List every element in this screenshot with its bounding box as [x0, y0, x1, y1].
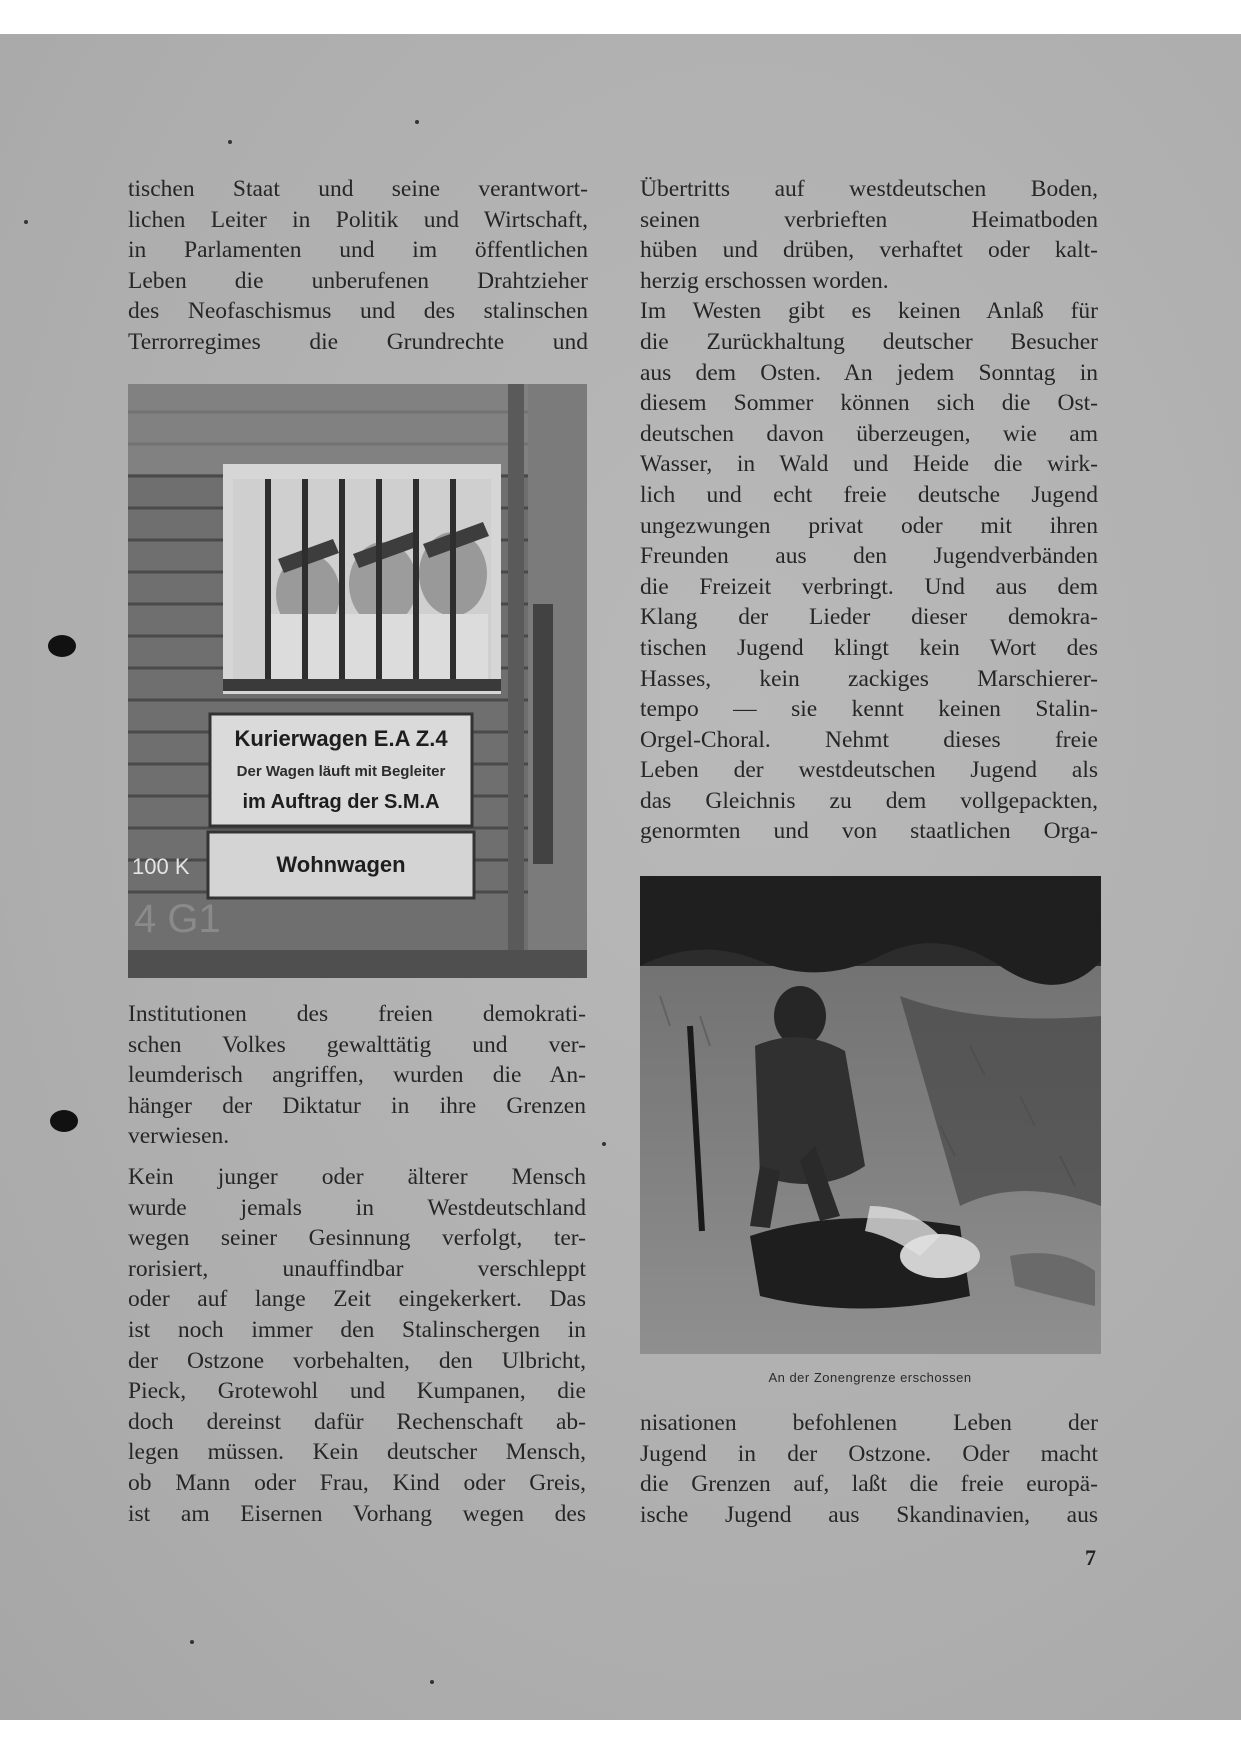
punch-hole-upper	[48, 635, 76, 657]
text-line: leumderisch angriffen, wurden die An-	[128, 1062, 586, 1089]
speck	[190, 1640, 194, 1644]
text-line: Terrorregimes die Grundrechte und	[128, 328, 588, 355]
text-line: das Gleichnis zu dem vollgepackten,	[640, 787, 1098, 814]
text-line: Klang der Lieder dieser demokra-	[640, 604, 1098, 631]
page-number: 7	[1085, 1545, 1096, 1570]
text-line: ungezwungen privat oder mit ihren	[640, 512, 1098, 539]
text-line: aus dem Osten. An jedem Sonntag in	[640, 359, 1098, 386]
text-line: Leben der westdeutschen Jugend als	[640, 757, 1098, 784]
text-line: genormten und von staatlichen Orga-	[640, 818, 1098, 845]
text-line: die Zurückhaltung deutscher Besucher	[640, 328, 1098, 355]
text-line: lichen Leiter in Politik und Wirtschaft,	[128, 206, 588, 233]
text-line: deutschen davon überzeugen, wie am	[640, 420, 1098, 447]
right-column-bottom	[640, 1408, 1098, 1530]
text-line: Jugend in der Ostzone. Oder macht	[640, 1440, 1098, 1467]
text-line: rorisiert, unauffindbar verschleppt	[128, 1255, 586, 1282]
text-line: die Freizeit verbringt. Und aus dem	[640, 573, 1098, 600]
text-line: hänger der Diktatur in ihre Grenzen	[128, 1092, 586, 1119]
text-line: ist am Eisernen Vorhang wegen des	[128, 1500, 586, 1527]
left-column-bottom	[128, 999, 586, 1529]
text-line: Hasses, kein zackiges Marschierer-	[640, 665, 1098, 692]
photo-caption: An der Zonengrenze erschossen	[768, 1370, 972, 1385]
photo-zone-border	[640, 876, 1101, 1354]
text-line: Pieck, Grotewohl und Kumpanen, die	[128, 1378, 586, 1405]
text-line: Im Westen gibt es keinen Anlaß für	[640, 298, 1098, 325]
text-line: legen müssen. Kein deutscher Mensch,	[128, 1439, 586, 1466]
text-line: herzig erschossen worden.	[640, 267, 889, 294]
text-line: Kein junger oder älterer Mensch	[128, 1163, 586, 1190]
text-line: des Neofaschismus und des stalinschen	[128, 298, 588, 325]
text-line: verwiesen.	[128, 1123, 230, 1150]
text-line: Leben die unberufenen Drahtzieher	[128, 267, 588, 294]
text-line: diesem Sommer können sich die Ost-	[640, 390, 1098, 417]
text-line: Institutionen des freien demokrati-	[128, 1001, 586, 1027]
text-line: ische Jugend aus Skandinavien, aus	[640, 1501, 1098, 1528]
right-column-top	[640, 174, 1098, 847]
text-line: Freunden aus den Jugendverbänden	[640, 543, 1098, 570]
text-line: oder auf lange Zeit eingekerkert. Das	[128, 1286, 586, 1313]
text-line: nisationen befohlenen Leben der	[640, 1410, 1098, 1436]
left-column-top	[128, 174, 588, 358]
text-line: ob Mann oder Frau, Kind oder Greis,	[128, 1469, 586, 1496]
photo-courier-wagon	[128, 384, 587, 978]
text-line: Wasser, in Wald und Heide die wirk-	[640, 451, 1098, 478]
text-line: schen Volkes gewalttätig und ver-	[128, 1031, 586, 1058]
text-line: wurde jemals in Westdeutschland	[128, 1194, 586, 1221]
sign-line-2: Der Wagen läuft mit Begleiter	[236, 763, 446, 780]
text-line: Orgel-Choral. Nehmt dieses freie	[640, 726, 1098, 753]
sign-line-3: im Auftrag der S.M.A	[242, 791, 440, 813]
side-mark-1: 100 K	[132, 854, 190, 879]
text-line: doch dereinst dafür Rechenschaft ab-	[128, 1408, 586, 1435]
punch-hole-lower	[50, 1110, 78, 1132]
speck	[602, 1142, 606, 1146]
text-line: tischen Staat und seine verantwort-	[128, 176, 588, 202]
text-line: in Parlamenten und im öffentlichen	[128, 237, 588, 264]
speck	[430, 1680, 434, 1684]
text-line: tempo — sie kennt keinen Stalin-	[640, 696, 1098, 723]
text-line: lich und echt freie deutsche Jugend	[640, 481, 1098, 508]
text-line: tischen Jugend klingt kein Wort des	[640, 634, 1098, 661]
text-line: hüben und drüben, verhaftet oder kalt-	[640, 237, 1098, 264]
text-line: wegen seiner Gesinnung verfolgt, ter-	[128, 1225, 586, 1252]
text-line: der Ostzone vorbehalten, den Ulbricht,	[128, 1347, 586, 1374]
text-line: seinen verbrieften Heimatboden	[640, 206, 1098, 233]
sign-line-1: Kurierwagen E.A Z.4	[234, 726, 448, 751]
side-mark-2: 4 G1	[134, 897, 221, 941]
speck	[24, 220, 28, 224]
text-line: Übertritts auf westdeutschen Boden,	[640, 176, 1098, 202]
text-line: ist noch immer den Stalinschergen in	[128, 1316, 586, 1343]
text-line: die Grenzen auf, laßt die freie europä-	[640, 1471, 1098, 1498]
sign-line-4: Wohnwagen	[276, 852, 406, 877]
speck	[415, 120, 419, 124]
speck	[228, 140, 232, 144]
